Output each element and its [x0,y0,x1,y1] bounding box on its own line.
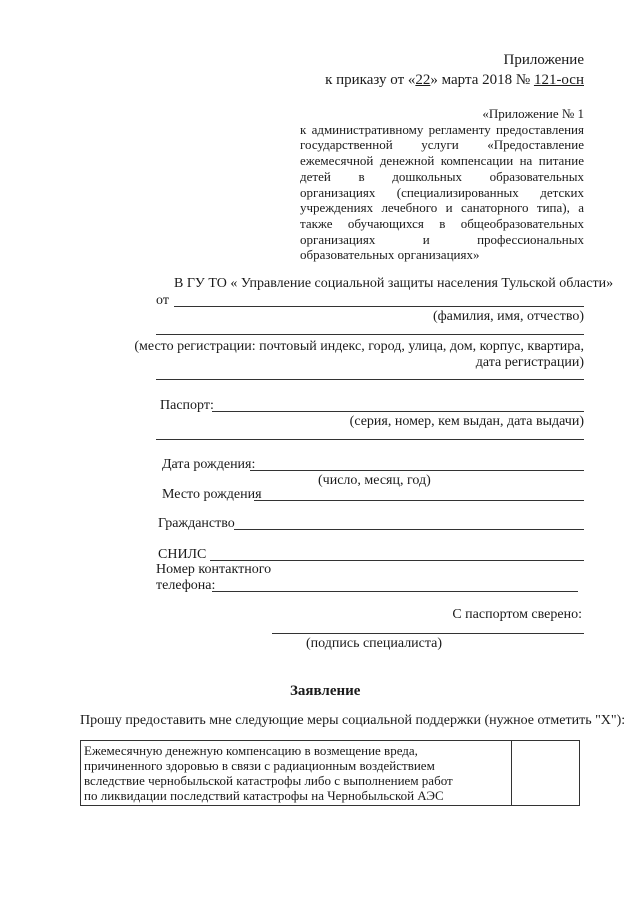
measure-description [81,741,512,806]
order-month-year: » марта 2018 № [430,72,531,88]
appendix-title: Приложение [503,52,584,68]
regulation-line: также обучающихся в общеобразовательных [300,215,584,231]
citizenship-input-line[interactable] [234,529,584,530]
signature-input-line[interactable] [272,633,584,634]
registration-hint-1: (место регистрации: почтовый индекс, город, улица, дом, корпус, квартира, [134,339,584,354]
regulation-line: государственной услуги «Предоставление [300,137,584,153]
regulation-block [300,106,584,263]
order-number: 121-осн [533,72,584,88]
snils-label: СНИЛС [158,547,207,562]
regulation-line: «Приложение № 1 [482,106,584,121]
table-row [81,741,580,806]
measure-checkbox-cell[interactable] [511,741,579,806]
from-input-line[interactable] [174,306,584,307]
registration-input-line-2[interactable] [156,379,584,380]
passport-label: Паспорт: [160,398,214,413]
phone-input-line[interactable] [212,591,578,592]
order-day: 22 [415,72,431,88]
phone-label-2: телефона: [156,578,216,593]
measure-line: причиненного здоровью в связи с радиационным воздействием [84,758,435,773]
passport-input-line[interactable] [212,411,584,412]
regulation-line: учреждениях лечебного и санаторного типа), а [300,200,584,216]
regulation-line: организациях (специализированных детских [300,184,584,200]
regulation-line: к административному регламенту предоставления [300,121,584,137]
birth-place-label: Место рождения [162,487,262,502]
birth-date-label: Дата рождения: [162,457,256,472]
statement-title: Заявление [290,683,361,699]
from-label: от [156,293,169,308]
regulation-line: детей в дошкольных образовательных [300,168,584,184]
measure-line: Ежемесячную денежную компенсацию в возмещение вреда, [84,743,418,758]
addressee-line: В ГУ ТО « Управление социальной защиты населения Тульской области» [174,276,614,291]
verified-label: С паспортом сверено: [452,607,582,622]
birth-place-input-line[interactable] [254,500,584,501]
measures-table [80,740,580,806]
measure-line: по ликвидации последствий катастрофы на Чернобыльской АЭС [84,788,444,803]
birth-date-hint: (число, месяц, год) [318,473,431,488]
regulation-line: организациях и профессиональных [300,231,584,247]
passport-input-line-2[interactable] [156,439,584,440]
regulation-line: образовательных организациях» [300,247,480,263]
registration-input-line[interactable] [156,334,584,335]
snils-input-line[interactable] [210,560,584,561]
statement-request: Прошу предоставить мне следующие меры социальной поддержки (нужное отметить "X"): [80,713,626,728]
name-hint: (фамилия, имя, отчество) [432,309,584,324]
signature-hint: (подпись специалиста) [306,636,443,651]
passport-hint: (серия, номер, кем выдан, дата выдачи) [349,414,584,429]
birth-date-input-line[interactable] [250,470,584,471]
measure-line: вследствие чернобыльской катастрофы либо с выполнением работ [84,773,453,788]
citizenship-label: Гражданство [158,516,235,531]
regulation-line: ежемесячной денежной компенсации на питание [300,153,584,169]
phone-label-1: Номер контактного [156,562,272,577]
order-prefix: к приказу от « [325,72,416,88]
registration-hint-2: дата регистрации) [475,355,584,370]
order-reference [325,72,584,89]
